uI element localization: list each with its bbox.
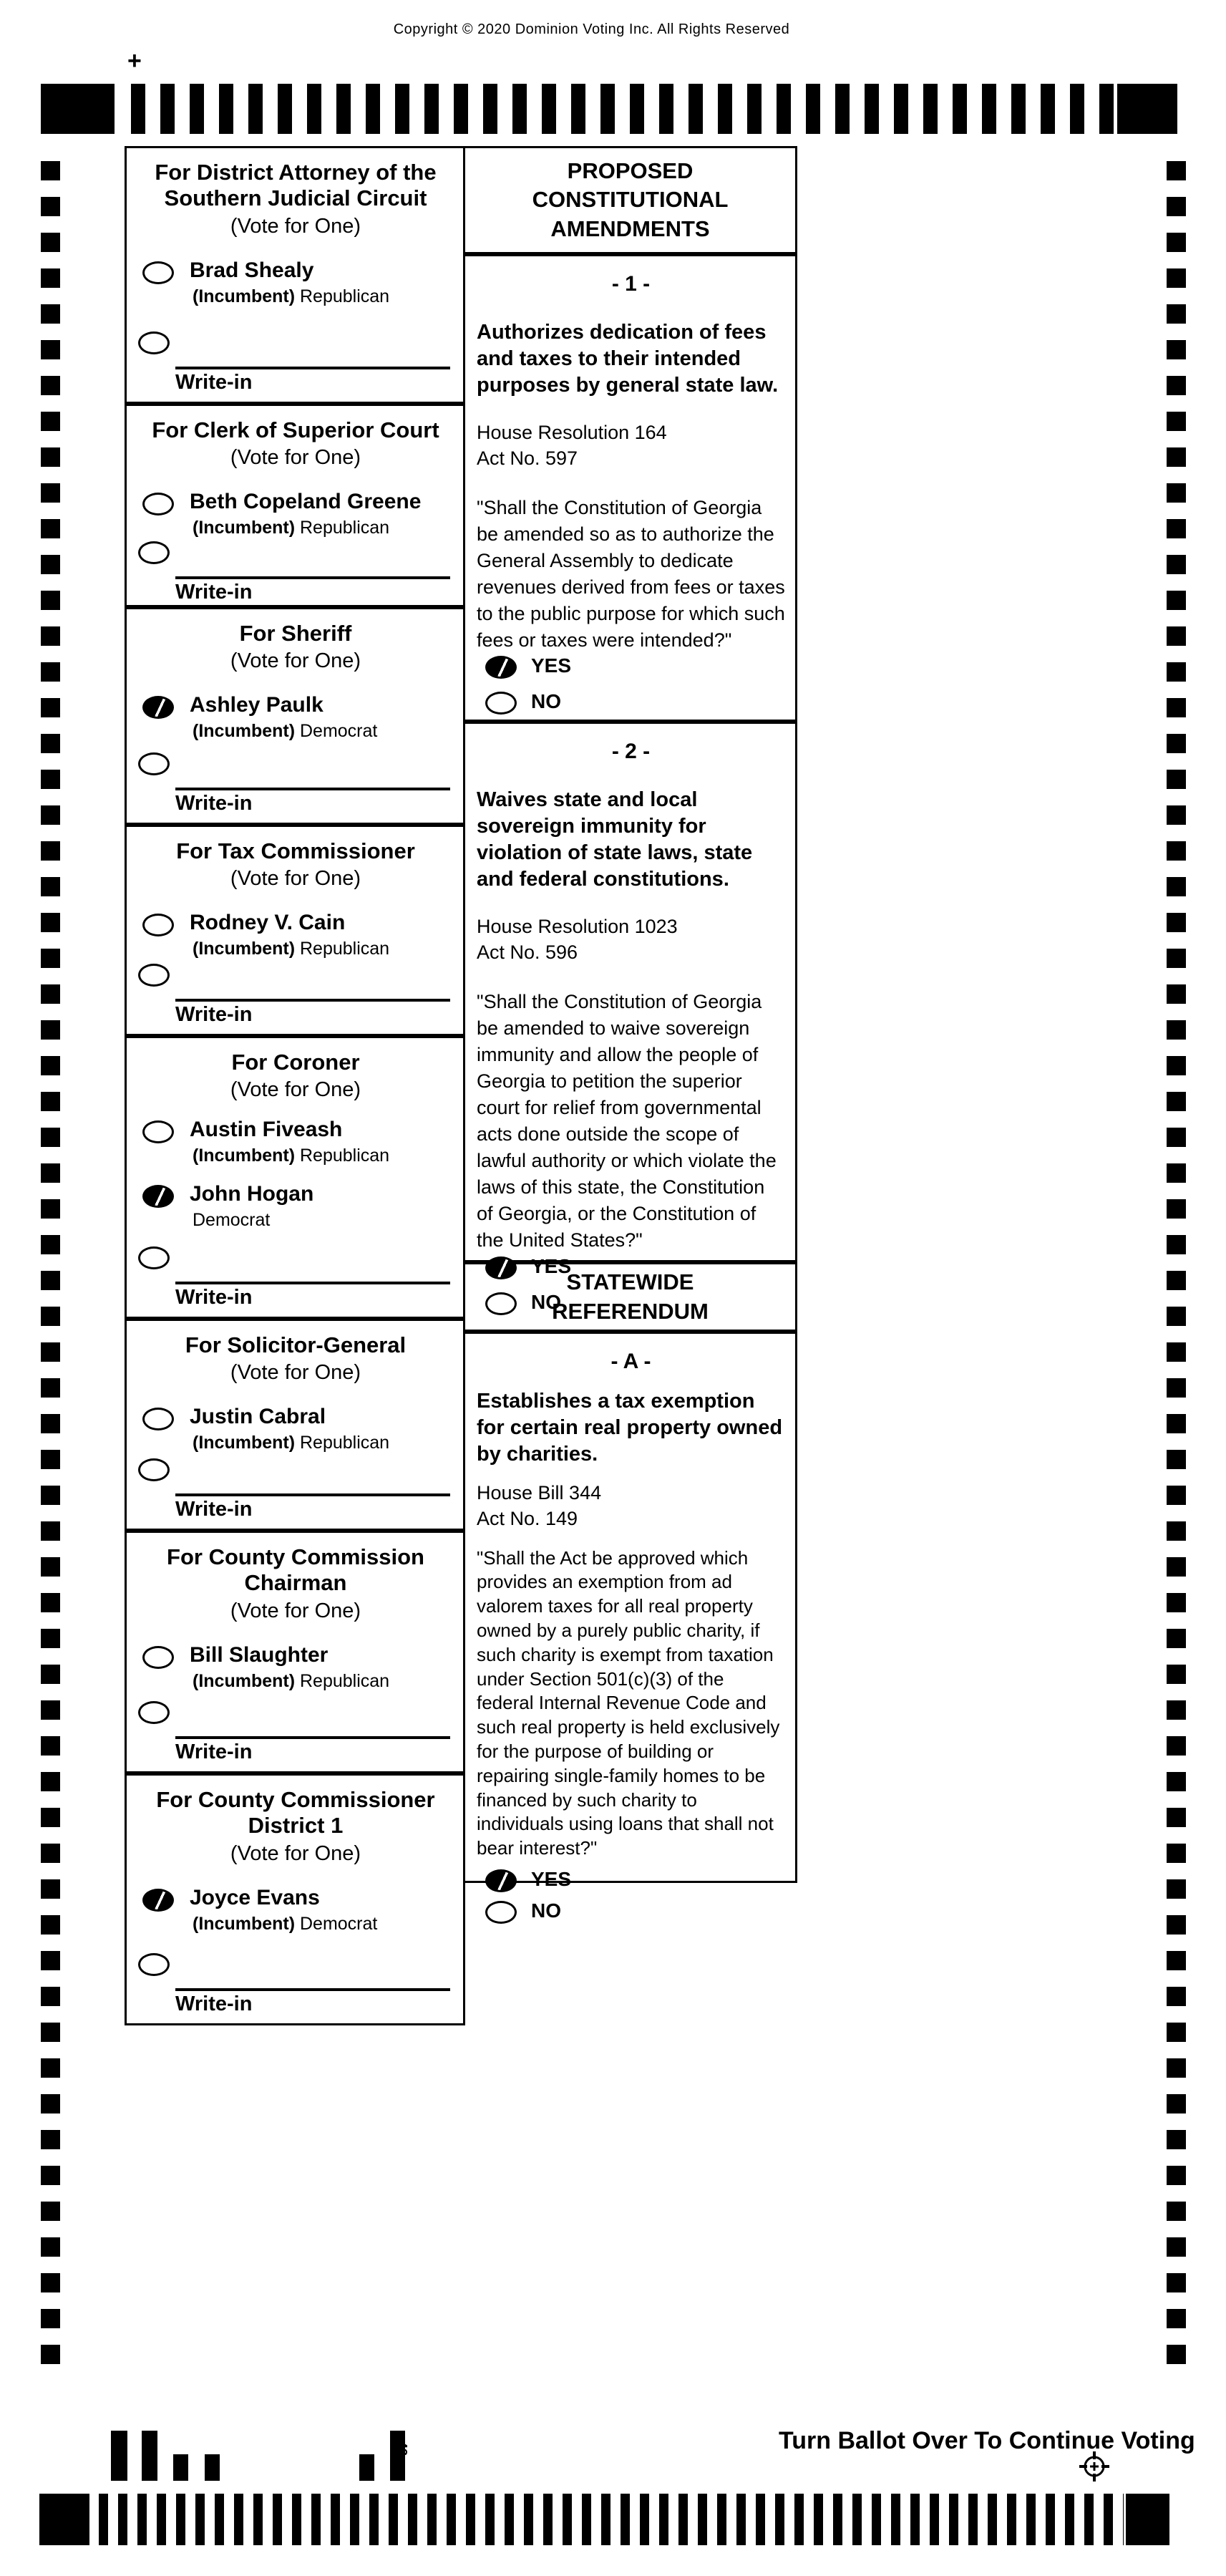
vote-oval[interactable] (142, 493, 174, 515)
candidate-row (142, 490, 453, 538)
candidate-name: Bill Slaughter (190, 1642, 329, 1667)
no-label: NO (531, 690, 561, 713)
timing-block-bottom-right (1126, 2494, 1169, 2545)
write-in-area (138, 961, 453, 1027)
measure-question: "Shall the Act be approved which provides an exemption from ad valorem taxes for all real property owned by a purely public charity, if such charity is exempt from taxation under Section 501(c)(3) of the federal Internal Revenue Code and such real property is held exclusively for the purpose of building or repairing single-family homes to be financed by such charity to individuals using loans that shall not bear interest?" (477, 1546, 780, 1859)
vote-instruction: (Vote for One) (230, 1841, 361, 1865)
yes-oval[interactable] (485, 1869, 517, 1892)
vote-oval[interactable] (142, 1120, 174, 1143)
write-in-oval[interactable] (138, 1246, 170, 1269)
contest-county-commissioner-district-1 (125, 1773, 465, 2025)
contest-title: For County Commissioner District 1 (156, 1787, 435, 1839)
candidate-name: Ashley Paulk (190, 693, 323, 717)
candidate-row (142, 1182, 453, 1231)
stub-bar (142, 2431, 157, 2481)
registration-plus-icon: + (127, 47, 142, 74)
candidate-row (142, 1118, 453, 1166)
measure-summary: Authorizes dedication of fees and taxes to their intended purposes by general state law. (477, 321, 779, 397)
timing-block-top-right (1117, 84, 1177, 134)
no-label: NO (531, 1899, 561, 1922)
vote-oval[interactable] (142, 261, 174, 284)
candidate-row (142, 258, 453, 307)
measure-number: - 1 - (611, 272, 651, 296)
candidate-party: (Incumbent) Republican (193, 286, 390, 306)
candidate-party: (Incumbent) Republican (193, 1146, 390, 1166)
vote-oval[interactable] (142, 1408, 174, 1430)
write-in-area (138, 329, 453, 394)
measure-summary: Waives state and local sovereign immunity for violation of state laws, state and federal constitutions. (477, 788, 753, 891)
vote-instruction: (Vote for One) (230, 867, 361, 891)
stub-bar (205, 2454, 220, 2481)
measures-column (463, 146, 797, 1922)
write-in-oval[interactable] (138, 331, 170, 354)
write-in-line[interactable] (175, 999, 450, 1002)
amendments-header: PROPOSED CONSTITUTIONAL AMENDMENTS (463, 146, 797, 254)
write-in-label: Write-in (175, 1003, 253, 1026)
candidate-party: (Incumbent) Democrat (193, 721, 378, 742)
write-in-oval[interactable] (138, 541, 170, 564)
no-row (485, 689, 785, 715)
timing-block-bottom-left (39, 2494, 89, 2545)
candidate-name: Joyce Evans (190, 1885, 320, 1909)
contest-solicitor-general (125, 1319, 465, 1531)
vote-oval[interactable] (142, 1889, 174, 1912)
vote-oval[interactable] (142, 914, 174, 936)
candidate-party: (Incumbent) Republican (193, 939, 390, 959)
contest-title: For Solicitor-General (185, 1332, 407, 1357)
contest-title: For Sheriff (239, 621, 352, 646)
candidate-name: Austin Fiveash (190, 1118, 343, 1142)
vote-instruction: (Vote for One) (230, 1078, 361, 1102)
candidate-row (142, 1405, 453, 1453)
write-in-area (138, 1698, 453, 1764)
write-in-line[interactable] (175, 1282, 450, 1284)
candidate-party: (Incumbent) Republican (193, 518, 390, 538)
vote-instruction: (Vote for One) (230, 446, 361, 470)
candidate-party: (Incumbent) Republican (193, 1670, 390, 1691)
write-in-label: Write-in (175, 1498, 253, 1521)
registration-target-icon (1078, 2450, 1111, 2487)
candidate-row (142, 911, 453, 959)
write-in-oval[interactable] (138, 1458, 170, 1481)
candidate-row (142, 1886, 453, 1935)
measure-question: "Shall the Constitution of Georgia be amended to waive sovereign immunity and allow the people of Georgia to petition the superior court for relief from governmental acts done outside the scope of lawful authority or which violate the laws of this state, the Constitution of Georgia, or the Constitution of the United States?" (477, 990, 777, 1251)
no-label: NO (531, 1290, 561, 1313)
vote-instruction: (Vote for One) (230, 214, 361, 238)
write-in-oval[interactable] (138, 752, 170, 775)
timing-bars-bottom (99, 2494, 1124, 2545)
yes-label: YES (531, 1867, 572, 1890)
write-in-label: Write-in (175, 1992, 253, 2015)
timing-column-left (41, 161, 60, 2366)
candidate-party: Democrat (193, 1210, 271, 1231)
timing-column-right (1167, 161, 1186, 2366)
write-in-area (138, 750, 453, 815)
measure-authority: House Resolution 164 Act No. 597 (477, 422, 667, 469)
yes-oval[interactable] (485, 656, 517, 679)
contest-coroner (125, 1036, 465, 1319)
copyright-line: Copyright © 2020 Dominion Voting Inc. All Rights Reserved (393, 21, 790, 37)
contest-title: For Tax Commissioner (176, 838, 415, 863)
write-in-line[interactable] (175, 788, 450, 790)
vote-oval[interactable] (142, 1185, 174, 1208)
timing-block-top-left (41, 84, 115, 134)
vote-oval[interactable] (142, 696, 174, 719)
yes-row (485, 1866, 785, 1892)
measure-number: - 2 - (611, 740, 651, 763)
write-in-oval[interactable] (138, 1701, 170, 1724)
candidate-party: (Incumbent) Democrat (193, 1913, 378, 1934)
write-in-line[interactable] (175, 1493, 450, 1496)
measure-authority: House Bill 344 Act No. 149 (477, 1482, 602, 1529)
vote-oval[interactable] (142, 1646, 174, 1669)
stub-number: 43 (395, 2441, 409, 2456)
no-oval[interactable] (485, 692, 517, 715)
measure-authority: House Resolution 1023 Act No. 596 (477, 916, 678, 964)
no-row (485, 1898, 785, 1924)
turn-ballot-over-text: Turn Ballot Over To Continue Voting (779, 2427, 1195, 2454)
yes-label: YES (531, 654, 572, 677)
stub-bar (111, 2431, 127, 2481)
yes-row (485, 653, 785, 679)
write-in-area (138, 538, 453, 604)
yes-label: YES (531, 1254, 572, 1277)
contest-title: For Coroner (231, 1050, 360, 1075)
no-oval[interactable] (485, 1901, 517, 1924)
write-in-area (138, 1244, 453, 1309)
write-in-line[interactable] (175, 576, 450, 579)
contest-clerk-superior-court (125, 404, 465, 607)
stub-bar (359, 2454, 374, 2481)
write-in-label: Write-in (175, 371, 253, 394)
write-in-area (138, 1456, 453, 1521)
referendum-a (463, 1332, 797, 1922)
stub-bar (173, 2454, 188, 2481)
write-in-label: Write-in (175, 581, 253, 604)
candidate-name: Beth Copeland Greene (190, 490, 422, 514)
candidate-name: Justin Cabral (190, 1405, 326, 1429)
candidate-row (142, 693, 453, 742)
contest-sheriff (125, 607, 465, 825)
candidate-name: John Hogan (190, 1182, 314, 1206)
candidate-name: Brad Shealy (190, 258, 314, 282)
contest-county-commission-chairman (125, 1531, 465, 1773)
candidate-party: (Incumbent) Republican (193, 1433, 390, 1453)
write-in-oval[interactable] (138, 964, 170, 987)
write-in-oval[interactable] (138, 1953, 170, 1976)
contests-column (125, 146, 465, 2025)
write-in-label: Write-in (175, 1286, 253, 1309)
write-in-area (138, 1950, 453, 2016)
contest-title: For Clerk of Superior Court (152, 417, 439, 442)
write-in-line[interactable] (175, 367, 450, 369)
measure-question: "Shall the Constitution of Georgia be amended so as to authorize the General Assembly to dedicate revenues derived from fees or taxes to the public purpose for which such fees or taxes were intended?" (477, 496, 785, 651)
contest-title: For County Commission Chairman (167, 1544, 424, 1596)
contest-tax-commissioner (125, 825, 465, 1036)
write-in-label: Write-in (175, 792, 253, 815)
write-in-line[interactable] (175, 1988, 450, 1991)
timing-bars-top (131, 84, 1115, 134)
vote-instruction: (Vote for One) (230, 1599, 361, 1622)
contest-title: For District Attorney of the Southern Judicial Circuit (155, 160, 437, 211)
vote-instruction: (Vote for One) (230, 1361, 361, 1385)
candidate-row (142, 1643, 453, 1692)
contest-district-attorney (125, 146, 465, 404)
write-in-line[interactable] (175, 1736, 450, 1739)
amendment-1 (463, 254, 797, 722)
vote-instruction: (Vote for One) (230, 649, 361, 673)
candidate-name: Rodney V. Cain (190, 911, 346, 935)
write-in-label: Write-in (175, 1740, 253, 1763)
referendum-header: STATEWIDE REFERENDUM (463, 1262, 797, 1332)
measure-number: - A - (610, 1350, 651, 1373)
measure-summary: Establishes a tax exemption for certain real property owned by charities. (477, 1390, 783, 1466)
